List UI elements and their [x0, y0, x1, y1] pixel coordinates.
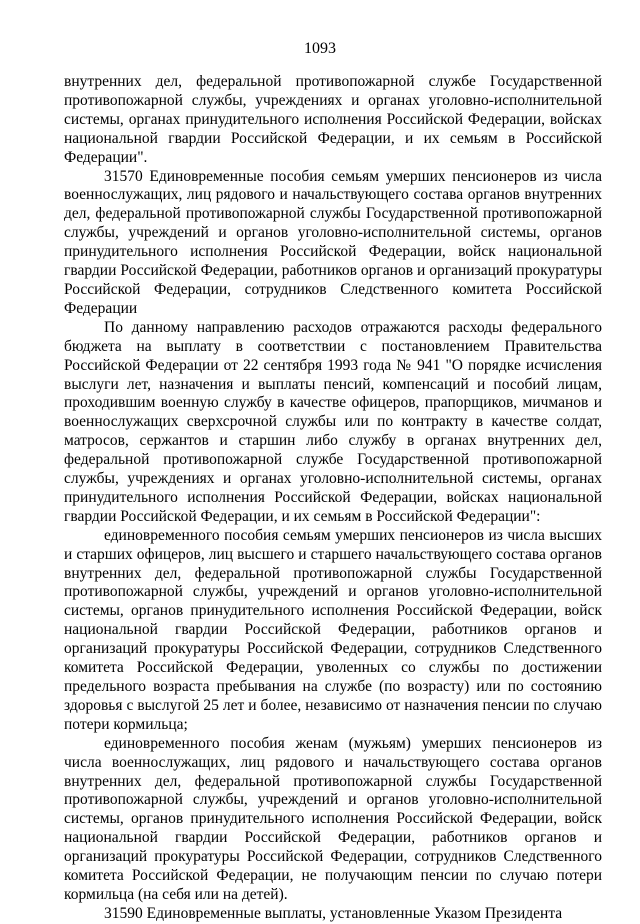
paragraph-expenses-description: По данному направлению расходов отражаются расходы федерального бюджета на выплату в соответствии с постановлением Правительства Российской Федерации от 22 сентября 1993 года № 941 "О порядке исчисления выслуги лет, назначения и выплаты пенсий, компенсаций и пособий лицам, проходившим военную службу в качестве офицеров, прапорщиков, мичманов и военнослужащих сверхсрочной службы или по контракту в качестве солдат, матросов, сержантов и старшин либо службу в органах внутренних дел, федеральной противопожарной службе Государственной противопожарной службы, учреждениях и органах уголовно-исполнительной системы, органах принудительного исполнения Российской Федерации, войсках национальной гвардии Российской Федерации, и их семьям в Российской Федерации":	[64, 318, 602, 525]
paragraph-family-allowance: единовременного пособия семьям умерших пенсионеров из числа высших и старших офицеров, лиц высшего и старшего начальствующего состава органов внутренних дел, федеральной противопожарной службы Государственной противопожарной службы, учреждений и органов уголовно-исполнительной системы, органов принудительного исполнения Российской Федерации, войск национальной гвардии Российской Федерации, работников органов и организаций прокуратуры Российской Федерации, сотрудников Следственного комитета Российской Федерации, уволенных со службы по достижении предельного возраста пребывания на службе (по возрасту) или по состоянию здоровья с выслугой 25 лет и более, независимо от назначения пенсии по случаю потери кормильца;	[64, 526, 602, 733]
document-body	[64, 73, 602, 924]
page-number: 1093	[304, 40, 336, 57]
paragraph-31590-heading: 31590 Единовременные выплаты, установленные Указом Президента	[104, 904, 563, 922]
paragraph-continuation: внутренних дел, федеральной противопожарной службе Государственной противопожарной службы, учреждениях и органах уголовно-исполнительной системы, органах принудительного исполнения Российской Федерации, войсках национальной гвардии Российской Федерации, и их семьям в Российской Федерации".	[64, 73, 602, 166]
paragraph-spouse-allowance: единовременного пособия женам (мужьям) умерших пенсионеров из числа военнослужащих, лиц рядового и начальствующего состава органов внутренних дел, федеральной противопожарной службы Государственной противопожарной службы, учреждений и органов уголовно-исполнительной системы, органов принудительного исполнения Российской Федерации, войск национальной гвардии Российской Федерации, работников органов и организаций прокуратуры Российской Федерации, сотрудников Следственного комитета Российской Федерации, не получающим пенсии по случаю потери кормильца (на себя или на детей).	[64, 734, 602, 903]
paragraph-31570-heading: 31570 Единовременные пособия семьям умерших пенсионеров из числа военнослужащих, лиц рядового и начальствующего состава органов внутренних дел, федеральной противопожарной службы Государственной противопожарной службы, учреждений и органов уголовно-исполнительной системы, органов принудительного исполнения Российской Федерации, войск национальной гвардии Российской Федерации, работников органов и организаций прокуратуры Российской Федерации, сотрудников Следственного комитета Российской Федерации	[64, 167, 602, 317]
